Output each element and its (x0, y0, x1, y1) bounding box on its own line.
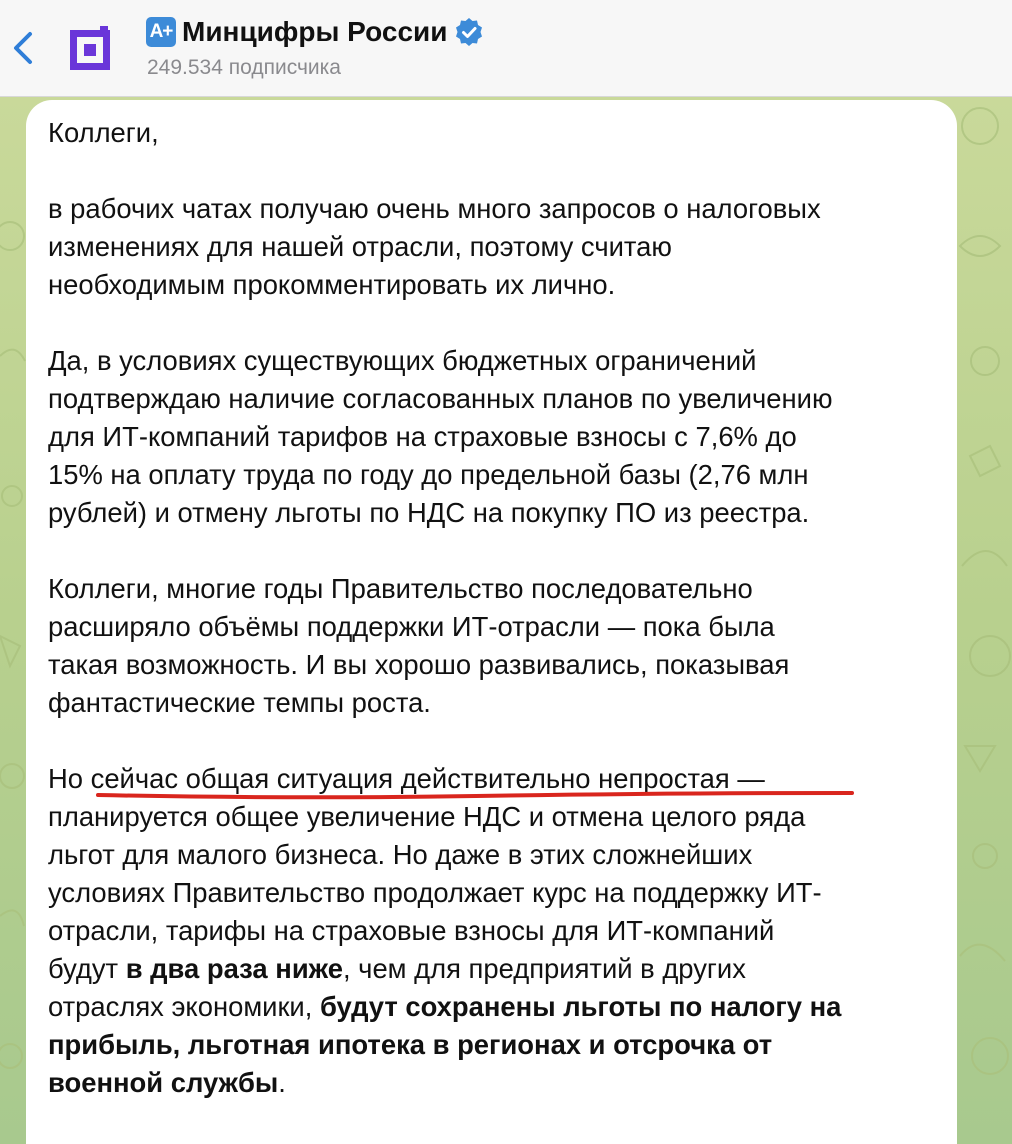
text-line: отрасли, тарифы на страховые взносы для ИТ-компаний (48, 915, 775, 946)
text-line: такая возможность. И вы хорошо развивались, показывая (48, 649, 790, 680)
greeting-line: Коллеги, (48, 117, 159, 148)
a-plus-badge-icon: A+ (146, 17, 176, 47)
bold-fragment: военной службы (48, 1067, 279, 1098)
text-line: льгот для малого бизнеса. Но даже в этих сложнейших (48, 839, 753, 870)
text-line: Коллеги, многие годы Правительство последовательно (48, 573, 753, 604)
text-line (48, 1064, 937, 1102)
text-fragment: будут (48, 953, 126, 984)
text-fragment: отраслях экономики, (48, 991, 320, 1022)
text-line (48, 1026, 937, 1064)
text-fragment: , чем для предприятий в других (342, 953, 746, 984)
text-line: подтверждаю наличие согласованных планов по увеличению (48, 383, 833, 414)
text-fragment: . (278, 1067, 286, 1098)
paragraph-3 (48, 570, 937, 722)
chevron-left-icon[interactable] (8, 26, 38, 70)
greeting-paragraph (48, 114, 937, 152)
text-line: планируется общее увеличение НДС и отмена целого ряда (48, 801, 806, 832)
text-line: Да, в условиях существующих бюджетных ограничений (48, 345, 757, 376)
text-line: расширяло объёмы поддержки ИТ-отрасли — пока была (48, 611, 775, 642)
channel-header (0, 0, 1012, 97)
paragraph-1 (48, 190, 937, 304)
text-line: фантастические темпы роста. (48, 687, 431, 718)
paragraph-2 (48, 342, 937, 532)
text-line: для ИТ-компаний тарифов на страховые взносы с 7,6% до (48, 421, 797, 452)
text-line: рублей) и отмену льготы по НДС на покупку ПО из реестра. (48, 497, 810, 528)
text-line (48, 760, 937, 798)
text-line: в рабочих чатах получаю очень много запросов о налоговых (48, 193, 821, 224)
bold-fragment: будут сохранены льготы по налогу на (319, 991, 842, 1022)
underlined-phrase: сейчас общая ситуация действительно непростая — (90, 763, 765, 794)
text-fragment: Но (48, 763, 91, 794)
mincifry-logo-icon[interactable] (66, 24, 114, 72)
channel-title-row[interactable] (146, 14, 484, 50)
bold-fragment: прибыль, льготная ипотека в регионах и отсрочка от (48, 1029, 773, 1060)
message-text (48, 114, 937, 1102)
text-line: условиях Правительство продолжает курс на поддержку ИТ- (48, 877, 822, 908)
subscriber-count: 249.534 подписчика (147, 56, 341, 79)
text-line (48, 988, 937, 1026)
channel-title: Минцифры России (182, 16, 448, 47)
paragraph-4 (48, 760, 937, 1102)
text-line: необходимым прокомментировать их лично. (48, 269, 616, 300)
text-line: 15% на оплату труда по году до предельной базы (2,76 млн (48, 459, 809, 490)
text-line: изменениях для нашей отрасли, поэтому считаю (48, 231, 672, 262)
verified-badge-icon (454, 17, 484, 47)
bold-fragment: в два раза ниже (125, 953, 343, 984)
message-bubble[interactable] (26, 100, 957, 1144)
text-line (48, 950, 937, 988)
